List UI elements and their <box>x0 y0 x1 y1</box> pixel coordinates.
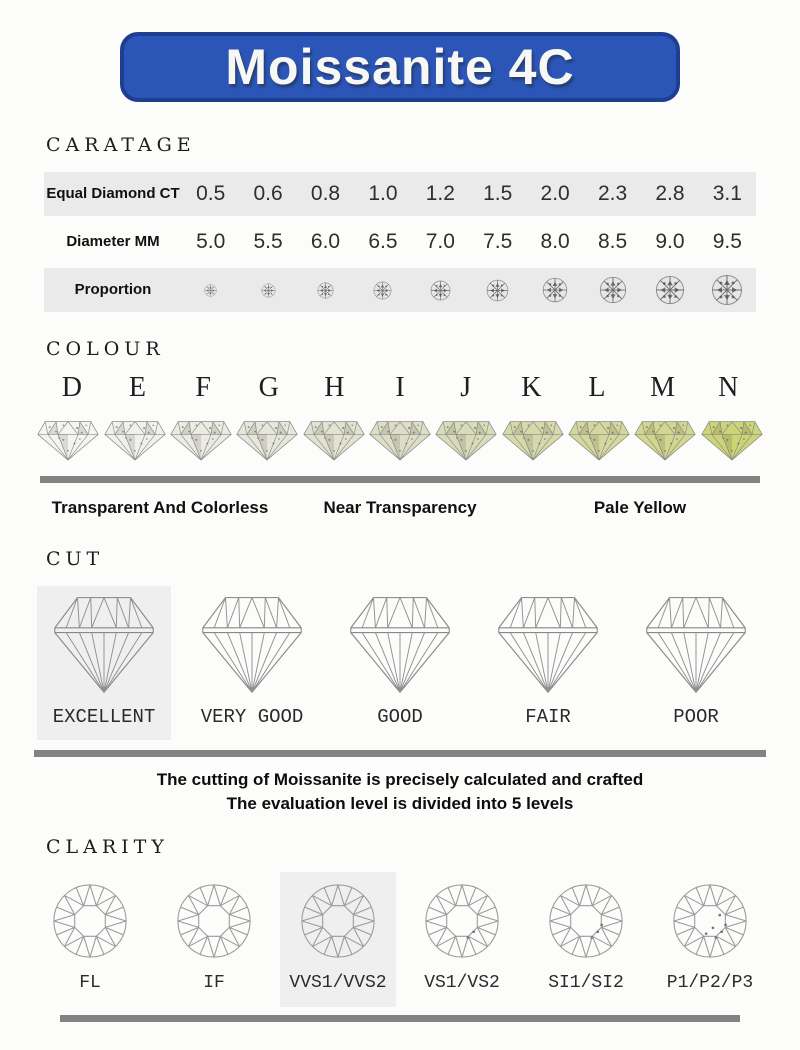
row-label-carat: Equal Diamond CT <box>46 185 180 203</box>
proportion-gem-cell <box>412 268 469 312</box>
clarity-grades <box>28 872 772 1007</box>
caratage-heading: CARATAGE <box>46 134 196 156</box>
colour-gem-cell <box>300 416 366 462</box>
clarity-grade-cell <box>404 872 520 1007</box>
diamond-cut-icon <box>46 590 162 696</box>
colour-grade-letter: K <box>521 372 542 403</box>
clarity-grade-cell <box>652 872 768 1007</box>
diamond-side-icon <box>169 416 233 462</box>
colour-group-labels <box>40 498 760 518</box>
colour-group-label: Near Transparency <box>323 498 477 517</box>
diameter-value: 6.5 <box>368 230 398 253</box>
colour-gem-cell <box>234 416 300 462</box>
colour-grade-letter: N <box>718 372 739 403</box>
colour-gem-cell <box>367 416 433 462</box>
diamond-side-icon <box>302 416 366 462</box>
cut-grade-label: GOOD <box>377 706 423 728</box>
proportion-gem-cell <box>641 268 698 312</box>
carat-value: 2.8 <box>655 182 685 205</box>
carat-value: 1.2 <box>425 182 455 205</box>
clarity-grade-label: P1/P2/P3 <box>666 972 754 993</box>
colour-gems <box>35 416 765 462</box>
cut-grade-label: FAIR <box>525 706 571 728</box>
colour-gem-cell <box>168 416 234 462</box>
diameter-value: 8.5 <box>597 230 628 253</box>
diamond-top-icon <box>299 882 377 960</box>
gem-proportion-icon <box>599 276 627 304</box>
proportion-gem-cell <box>239 268 296 312</box>
colour-gem-cell <box>632 416 698 462</box>
diameter-value: 9.0 <box>655 230 685 253</box>
clarity-grade-cell <box>156 872 272 1007</box>
colour-gem-cell <box>500 416 566 462</box>
cut-grade-cell <box>333 586 467 740</box>
clarity-grade-label: FL <box>79 972 101 993</box>
diamond-top-icon <box>671 882 749 960</box>
diameter-value: 7.5 <box>483 230 513 253</box>
clarity-divider <box>60 1015 740 1022</box>
clarity-grade-label: IF <box>203 972 225 993</box>
clarity-grade-label: SI1/SI2 <box>548 972 624 993</box>
table-row-proportion <box>44 268 756 312</box>
cut-caption-line2: The evaluation level is divided into 5 levels <box>226 793 574 813</box>
colour-gem-cell <box>35 416 101 462</box>
colour-grade-letter: E <box>128 372 147 403</box>
page-title: Moissanite 4C <box>225 39 575 95</box>
colour-grade-letter: M <box>650 372 676 403</box>
proportion-gems <box>182 268 756 312</box>
proportion-gem-cell <box>699 268 756 312</box>
gem-proportion-icon <box>486 279 509 302</box>
gem-proportion-icon <box>542 277 568 303</box>
colour-gem-cell <box>699 416 765 462</box>
clarity-grade-cell <box>280 872 396 1007</box>
gem-proportion-icon <box>430 280 451 301</box>
clarity-heading: CLARITY <box>46 835 169 858</box>
carat-values <box>182 172 756 216</box>
colour-grade-letter: F <box>195 372 211 403</box>
cut-grade-cell <box>629 586 763 740</box>
colour-grade-letter: I <box>395 372 405 403</box>
diamond-top-icon <box>175 882 253 960</box>
proportion-gem-cell <box>297 268 354 312</box>
diamond-side-icon <box>103 416 167 462</box>
carat-value: 0.6 <box>253 182 283 205</box>
clarity-grade-cell <box>32 872 148 1007</box>
colour-gem-cell <box>566 416 632 462</box>
colour-group-label: Pale Yellow <box>593 498 687 517</box>
carat-value: 0.8 <box>310 182 341 205</box>
cut-grade-cell <box>481 586 615 740</box>
diameter-value: 6.0 <box>310 230 341 253</box>
proportion-gem-cell <box>469 268 526 312</box>
colour-grade-letter: G <box>258 372 279 403</box>
diamond-cut-icon <box>194 590 310 696</box>
cut-caption <box>0 768 800 816</box>
title-banner <box>120 32 680 102</box>
cut-grades <box>30 586 770 740</box>
clarity-grade-cell <box>528 872 644 1007</box>
proportion-gem-cell <box>354 268 411 312</box>
proportion-gem-cell <box>182 268 239 312</box>
table-row-diameter <box>44 220 756 264</box>
colour-divider <box>40 476 760 483</box>
cut-caption-line1: The cutting of Moissanite is precisely calculated and crafted <box>156 770 644 789</box>
carat-value: 3.1 <box>712 182 742 205</box>
colour-group-label: Transparent And Colorless <box>51 498 269 517</box>
gem-proportion-icon <box>261 283 276 298</box>
diamond-side-icon <box>567 416 631 462</box>
diamond-side-icon <box>368 416 432 462</box>
diameter-value: 5.5 <box>253 230 283 253</box>
carat-value: 1.0 <box>368 182 398 205</box>
cut-divider <box>34 750 766 757</box>
diamond-cut-icon <box>638 590 754 696</box>
carat-value: 0.5 <box>196 182 226 205</box>
diamond-side-icon <box>434 416 498 462</box>
colour-gem-cell <box>433 416 499 462</box>
colour-grade-letter: L <box>588 372 606 403</box>
gem-proportion-icon <box>711 274 743 306</box>
gem-proportion-icon <box>373 281 392 300</box>
diameter-value: 7.0 <box>425 230 455 253</box>
caratage-table <box>44 172 756 312</box>
diamond-top-icon <box>51 882 129 960</box>
diamond-side-icon <box>235 416 299 462</box>
diameter-value: 5.0 <box>196 230 226 253</box>
gem-proportion-icon <box>655 275 685 305</box>
colour-heading: COLOUR <box>46 338 165 360</box>
cut-grade-label: EXCELLENT <box>52 706 156 728</box>
diamond-side-icon <box>501 416 565 462</box>
carat-value: 2.0 <box>540 182 570 205</box>
cut-grade-cell <box>185 586 319 740</box>
diamond-cut-icon <box>490 590 606 696</box>
gem-proportion-icon <box>317 282 334 299</box>
diameter-values <box>182 220 756 264</box>
carat-value: 1.5 <box>483 182 513 205</box>
cut-grade-label: POOR <box>673 706 719 728</box>
diamond-top-icon <box>423 882 501 960</box>
diameter-value: 9.5 <box>712 230 742 253</box>
colour-grade-letter: H <box>324 372 345 403</box>
colour-grade-letter: D <box>61 372 82 403</box>
colour-letters <box>39 372 761 404</box>
cut-grade-label: VERY GOOD <box>200 706 304 728</box>
diamond-side-icon <box>633 416 697 462</box>
clarity-grade-label: VS1/VS2 <box>424 972 500 993</box>
clarity-grade-label: VVS1/VVS2 <box>289 972 387 993</box>
row-label-proportion: Proportion <box>74 281 152 299</box>
table-row-carat <box>44 172 756 216</box>
proportion-gem-cell <box>584 268 641 312</box>
carat-value: 2.3 <box>597 182 628 205</box>
cut-grade-cell <box>37 586 171 740</box>
diamond-top-icon <box>547 882 625 960</box>
diamond-side-icon <box>36 416 100 462</box>
diameter-value: 8.0 <box>540 230 570 253</box>
colour-grade-letter: J <box>460 372 472 403</box>
colour-gem-cell <box>101 416 167 462</box>
row-label-diameter: Diameter MM <box>66 233 160 251</box>
proportion-gem-cell <box>526 268 583 312</box>
cut-heading: CUT <box>46 548 105 570</box>
gem-proportion-icon <box>204 284 217 297</box>
diamond-cut-icon <box>342 590 458 696</box>
diamond-side-icon <box>700 416 764 462</box>
